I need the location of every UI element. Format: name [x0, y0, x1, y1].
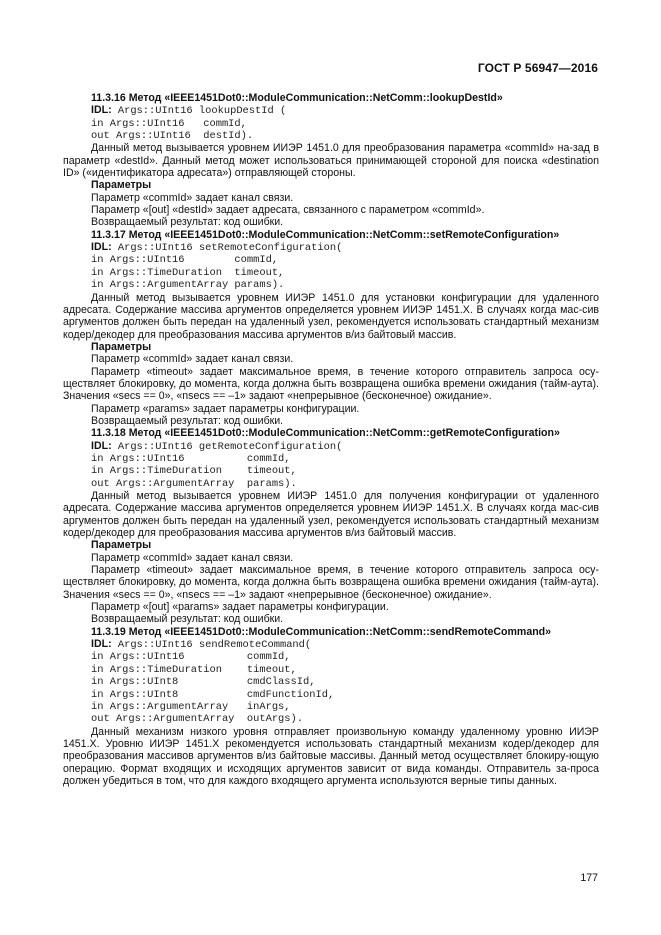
paragraph: Параметр «commId» задает канал связи.	[91, 353, 294, 366]
idl-line: in Args::ArgumentArray inArgs,	[91, 700, 291, 713]
idl-label: IDL:	[91, 439, 112, 452]
idl-block	[63, 440, 599, 490]
idl-block	[63, 104, 599, 142]
section-title: 11.3.19 Метод «IEEE1451Dot0::ModuleCommunication::NetComm::sendRemoteCommand»	[91, 625, 552, 638]
return-value: Возвращаемый результат: код ошибки.	[91, 216, 284, 229]
idl-line: out Args::ArgumentArray outArgs).	[91, 713, 304, 726]
idl-block	[63, 638, 599, 725]
section-title: 11.3.16 Метод «IEEE1451Dot0::ModuleCommunication::NetComm::lookupDestId»	[91, 92, 503, 104]
paragraph: Данный метод вызывается уровнем ИИЭР 1451.0 для установки конфигурации для удаленного адресата. Содержание массива аргументов определяется уровнем ИИЭР 1451.X. В случаях когда мас-сив аргументов должен быть передан на удаленный узел, рекомендуется использовать стандартный механизм кодер/декодер для преобразования массива аргументов в/из байтовый массив.	[63, 291, 599, 341]
paragraph: Данный механизм низкого уровня отправляет произвольную команду удаленному уровню ИИЭР 1451.X. Уровню ИИЭР 1451.X рекомендуется использовать стандартный механизм кодер/декодер для преобразования массивов аргументов в/из байтовые массивы. Данный метод осуществляет блокиру-ющую операцию. Формат входящих и исходящих аргументов зависит от вида команды. Отправитель за-проса должен убедиться в том, что для каждого входящего аргумента используются верные типы данных.	[63, 725, 599, 787]
idl-line: out Args::ArgumentArray params).	[91, 477, 297, 490]
idl-line: out Args::UInt16 destId).	[91, 130, 254, 143]
return-value: Возвращаемый результат: код ошибки.	[91, 613, 284, 626]
idl-line: in Args::ArgumentArray params).	[91, 279, 285, 292]
idl-line: in Args::UInt8 cmdClassId,	[91, 676, 316, 689]
paragraph: Параметр «[out] «destId» задает адресата, связанного с параметром «commId».	[91, 204, 485, 217]
section-title: 11.3.18 Метод «IEEE1451Dot0::ModuleCommunication::NetComm::getRemoteConfiguration»	[91, 427, 560, 440]
params-heading: Параметры	[91, 340, 152, 353]
idl-line: in Args::UInt16 commId,	[91, 452, 291, 465]
return-value: Возвращаемый результат: код ошибки.	[91, 414, 284, 427]
idl-line: in Args::TimeDuration timeout,	[91, 266, 285, 279]
idl-label: IDL:	[91, 104, 112, 117]
document-header: ГОСТ Р 56947—2016	[477, 61, 598, 75]
idl-line: Args::UInt16 getRemoteConfiguration(	[117, 440, 343, 453]
paragraph: Параметр «commId» задает канал связи.	[91, 551, 294, 564]
idl-line: in Args::UInt8 cmdFunctionId,	[91, 688, 335, 701]
paragraph: Параметр «[out] «params» задает параметры конфигурации.	[91, 601, 389, 614]
idl-line: in Args::TimeDuration timeout,	[91, 465, 297, 478]
idl-line: in Args::UInt16 commId,	[91, 651, 291, 664]
paragraph: Данный метод вызывается уровнем ИИЭР 1451.0 для преобразования параметра «commId» на-зад в параметр «destId». Данный метод может использоваться принимающей стороной для поиска «destination ID» («идентификатора адресата») отправляющей стороны.	[63, 142, 599, 180]
page-number: 177	[580, 872, 598, 884]
idl-line: in Args::UInt16 commId,	[91, 117, 247, 130]
idl-line: in Args::TimeDuration timeout,	[91, 663, 297, 676]
idl-line: Args::UInt16 setRemoteConfiguration(	[117, 242, 343, 255]
document-body	[63, 92, 599, 787]
paragraph: Параметр «timeout» задает максимальное время, в течение которого отправитель запроса осу-ществляет блокировку, до момента, когда должна быть возвращена ошибка времени ожидания (тайм-аута). Значения «secs == 0», «nsecs == –1» задают «непрерывное (бесконечное) ожидание».	[63, 365, 599, 403]
paragraph: Параметр «params» задает параметры конфигурации.	[91, 402, 360, 415]
idl-line: in Args::UInt16 commId,	[91, 254, 279, 267]
params-heading: Параметры	[91, 179, 152, 192]
paragraph: Параметр «commId» задает канал связи.	[91, 191, 294, 204]
idl-label: IDL:	[91, 638, 112, 651]
idl-label: IDL:	[91, 241, 112, 254]
idl-block	[63, 241, 599, 291]
paragraph: Параметр «timeout» задает максимальное время, в течение которого отправитель запроса осу-ществляет блокировку, до момента, когда должна быть возвращена ошибка времени ожидания (тайм-аута). Значения «secs == 0», «nsecs == –1» задают «непрерывное (бесконечное) ожидание».	[63, 564, 599, 601]
idl-line: Args::UInt16 lookupDestId (	[117, 105, 287, 118]
section-title: 11.3.17 Метод «IEEE1451Dot0::ModuleCommunication::NetComm::setRemoteConfiguration»	[91, 228, 560, 241]
idl-line: Args::UInt16 sendRemoteCommand(	[117, 639, 312, 652]
params-heading: Параметры	[91, 539, 152, 552]
paragraph: Данный метод вызывается уровнем ИИЭР 1451.0 для получения конфигурации от удаленного адресата. Содержание массива аргументов определяется уровнем ИИЭР 1451.X. В случаях когда мас-сив аргументов должен быть передан на удаленный узел, рекомендуется использовать стандартный механизм кодер/декодер для преобразования массива аргументов в/из байтовый массив.	[63, 490, 599, 540]
